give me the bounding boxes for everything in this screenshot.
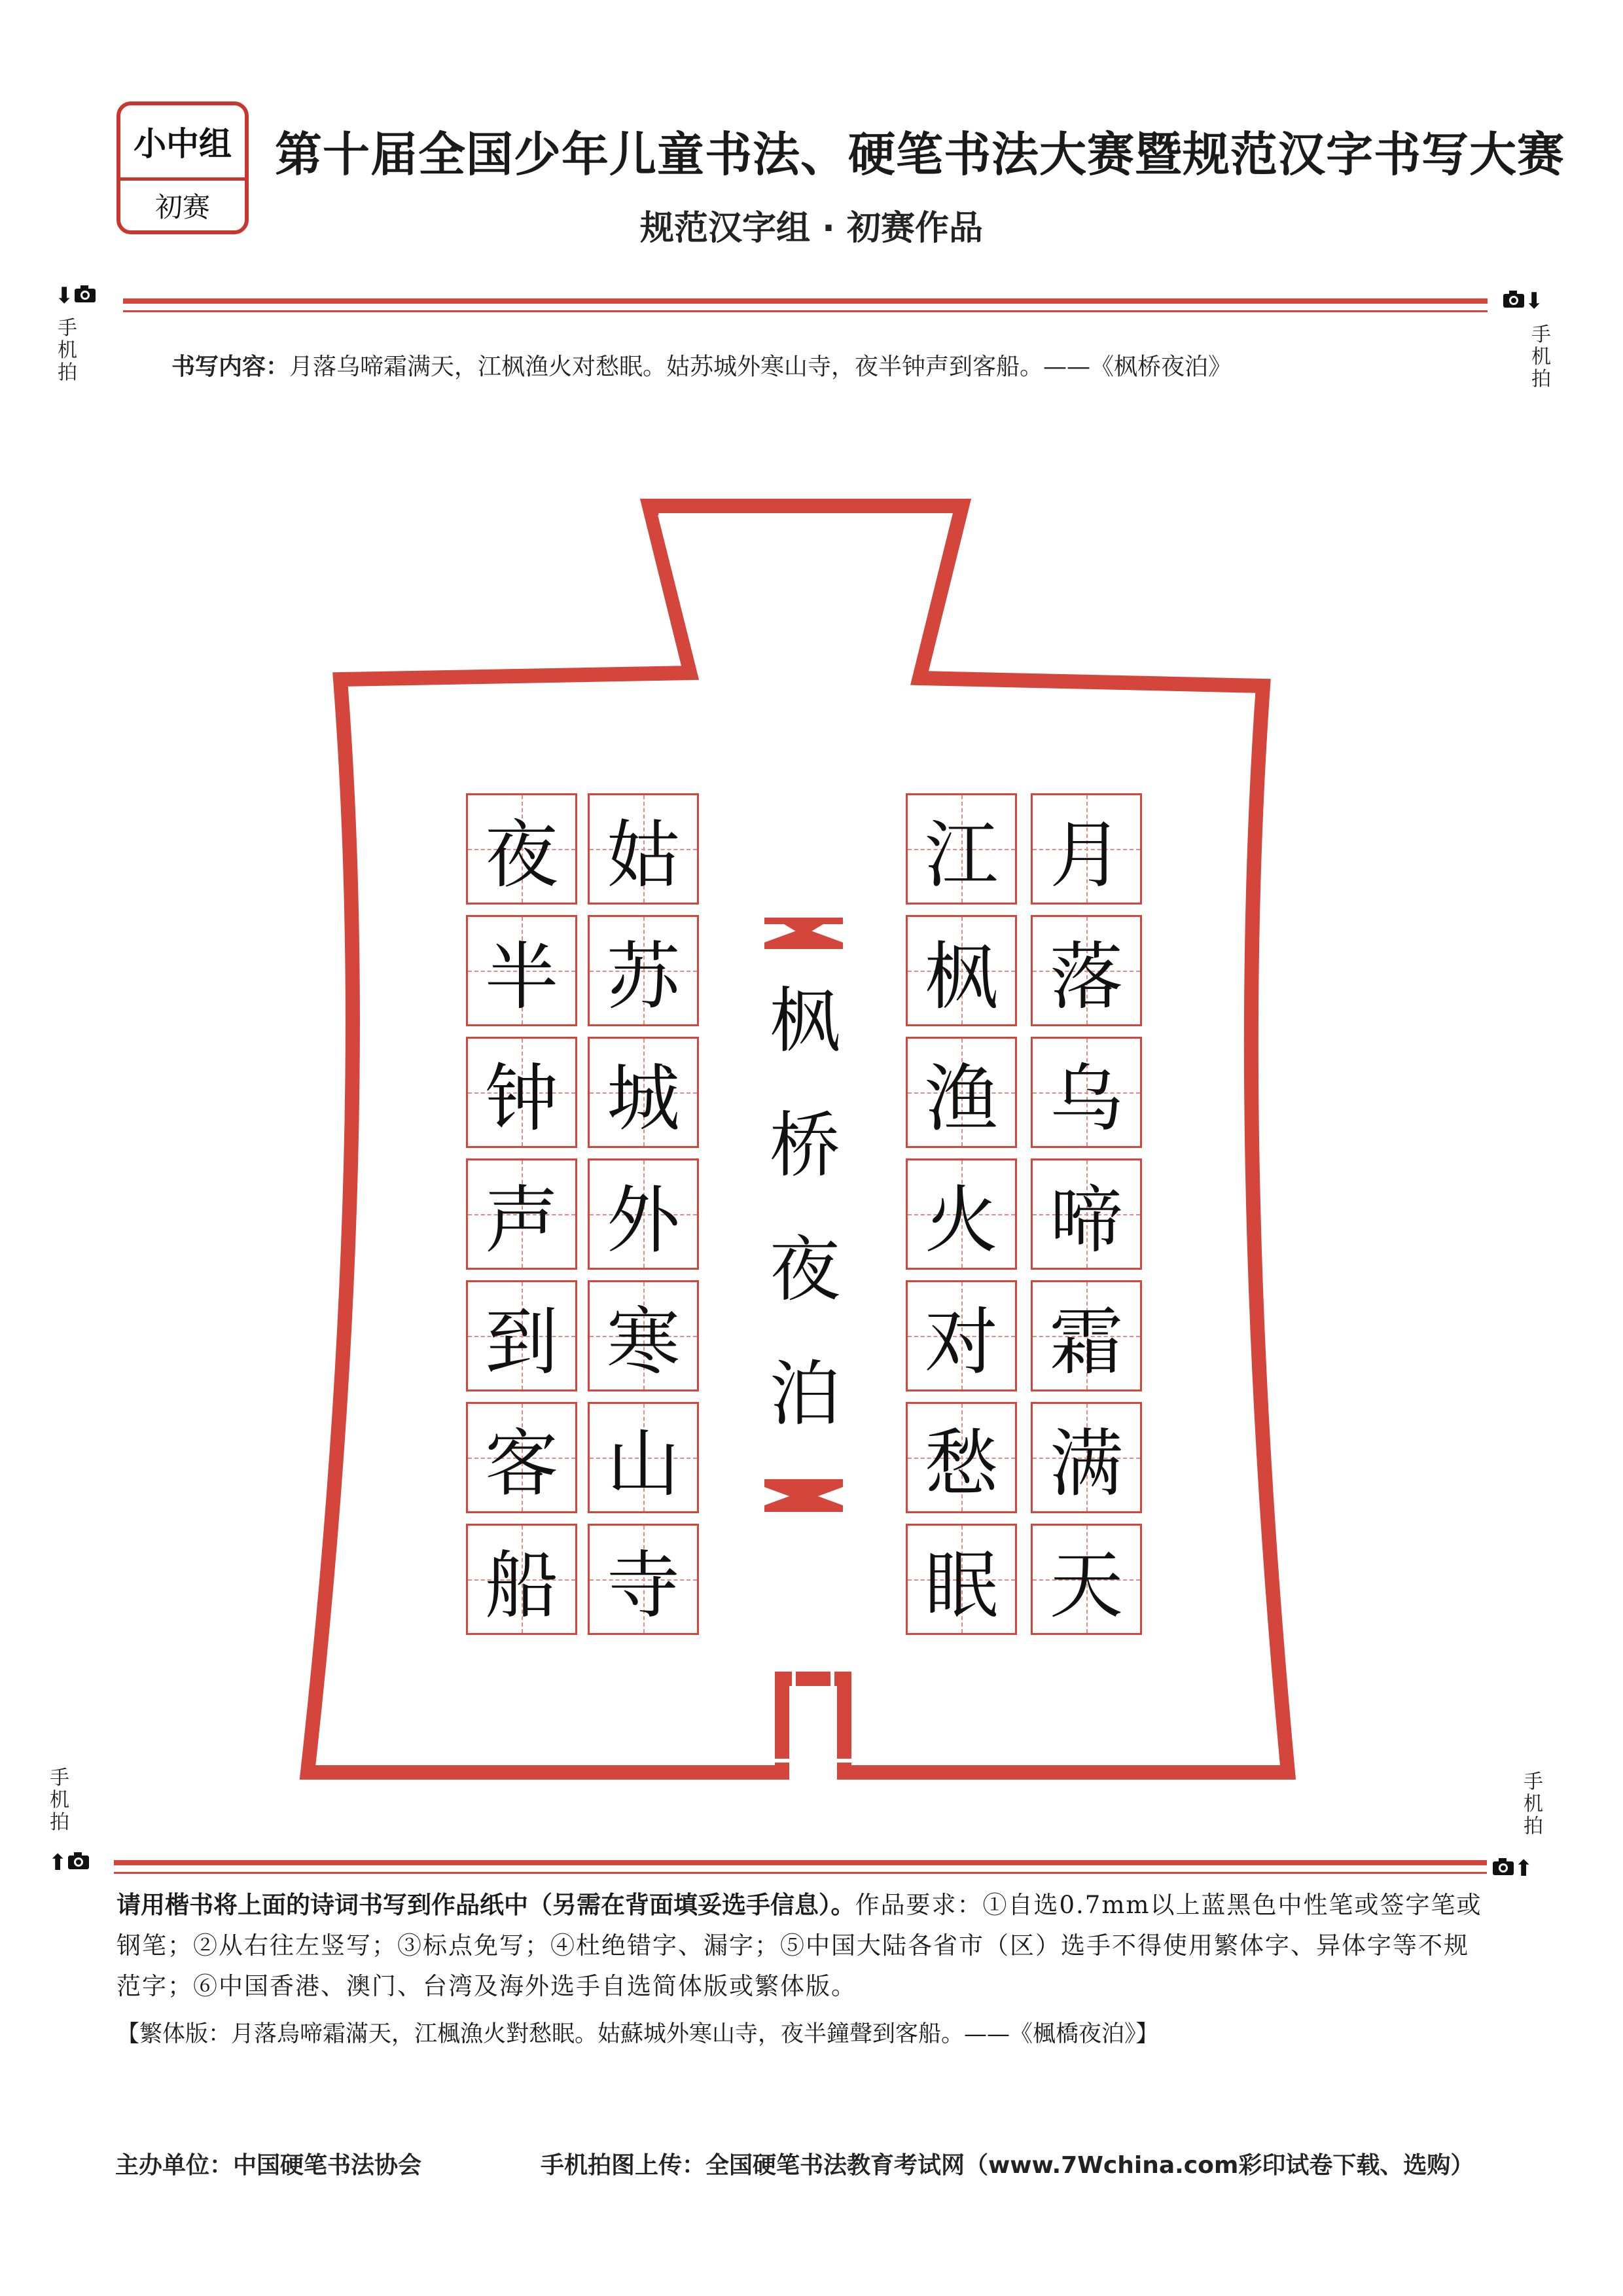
- bottom-left-camera-marker: [48, 1850, 90, 1876]
- camera-icon: [67, 1852, 90, 1870]
- grid-cell: 夜: [466, 793, 577, 905]
- instructions: [116, 1885, 1484, 2007]
- badge-group-label: 小中组: [134, 125, 232, 163]
- grid-cell: 火: [906, 1158, 1017, 1270]
- badge-stage-label: 初赛: [154, 191, 210, 223]
- bottom-right-camera-marker: [1492, 1856, 1533, 1882]
- grid-cell: 满: [1031, 1402, 1142, 1513]
- grid-cell: 枫: [906, 915, 1017, 1026]
- top-right-phone-label: 手 机 拍: [1531, 323, 1551, 391]
- poem-title-char: 夜: [769, 1229, 840, 1311]
- arrow-down-icon: ⬇: [55, 283, 74, 309]
- grid-cell: 天: [1031, 1524, 1142, 1635]
- page-subtitle: 规范汉字组 · 初赛作品: [640, 209, 983, 248]
- bottom-right-phone-label: 手 机 拍: [1524, 1770, 1543, 1838]
- upload-line: 手机拍图上传：全国硬笔书法教育考试网（www.7Wchina.com彩印试卷下载、选购）: [541, 2152, 1474, 2179]
- grid-cell: 落: [1031, 915, 1142, 1026]
- grid-cell: 渔: [906, 1037, 1017, 1148]
- arrow-up-icon: ⬆: [48, 1850, 67, 1876]
- instructions-body: 作品要求：①自选0.7mm以上蓝黑色中性笔或签字笔或钢笔；②从右往左竖写；③标点免写；④杜绝错字、漏字；⑤中国大陆各省市（区）选手不得使用繁体字、异体字等不规范字；⑥中国香港、澳门、台湾及海外选手自选简体版或繁体版。: [116, 1891, 1482, 2000]
- bottom-left-phone-label: 手 机 拍: [50, 1767, 69, 1834]
- grid-cell: 江: [906, 793, 1017, 905]
- arrow-down-icon: ⬇: [1525, 288, 1544, 314]
- bottom-rule-thick: [114, 1860, 1487, 1865]
- grid-cell: 声: [466, 1158, 577, 1270]
- poem-title-char: 枫: [769, 980, 840, 1062]
- grid-cell: 对: [906, 1280, 1017, 1391]
- grid-cell: 姑: [588, 793, 699, 905]
- grid-cell: 客: [466, 1402, 577, 1513]
- arrow-up-icon: ⬆: [1514, 1856, 1533, 1882]
- bottom-rule-thin: [114, 1872, 1487, 1874]
- grid-cell: 船: [466, 1524, 577, 1635]
- grid-cell: 半: [466, 915, 577, 1026]
- grid-cell: 乌: [1031, 1037, 1142, 1148]
- organizer-line: 主办单位：中国硬笔书法协会: [115, 2152, 422, 2179]
- poem-title-char: 桥: [769, 1104, 840, 1187]
- grid-cell: 到: [466, 1280, 577, 1391]
- grid-cell: 山: [588, 1402, 699, 1513]
- top-left-phone-label: 手 机 拍: [58, 317, 77, 384]
- instructions-lead: 请用楷书将上面的诗词书写到作品纸中（另需在背面填妥选手信息）。: [116, 1891, 855, 1919]
- grid-cell: 外: [588, 1158, 699, 1270]
- competition-title: 第十届全国少年儿童书法、硬笔书法大赛暨规范汉字书写大赛: [275, 126, 1565, 182]
- grid-cell: 愁: [906, 1402, 1017, 1513]
- grid-cell: 钟: [466, 1037, 577, 1148]
- traditional-version-note: 【繁体版：月落烏啼霜滿天，江楓漁火對愁眠。姑蘇城外寒山寺，夜半鐘聲到客船。——《楓橋夜泊》】: [116, 2021, 1159, 2047]
- grid-cell: 月: [1031, 793, 1142, 905]
- grid-cell: 啼: [1031, 1158, 1142, 1270]
- grid-cell: 寒: [588, 1280, 699, 1391]
- poem-title-char: 泊: [769, 1353, 840, 1435]
- grid-cell: 苏: [588, 915, 699, 1026]
- grid-cell: 寺: [588, 1524, 699, 1635]
- writing-content-label: 书写内容：: [171, 353, 290, 380]
- camera-icon: [1492, 1857, 1514, 1876]
- grid-cell: 眠: [906, 1524, 1017, 1635]
- writing-content-text: 月落乌啼霜满天，江枫渔火对愁眠。姑苏城外寒山寺，夜半钟声到客船。——《枫桥夜泊》: [289, 353, 1232, 380]
- grid-cell: 霜: [1031, 1280, 1142, 1391]
- grid-cell: 城: [588, 1037, 699, 1148]
